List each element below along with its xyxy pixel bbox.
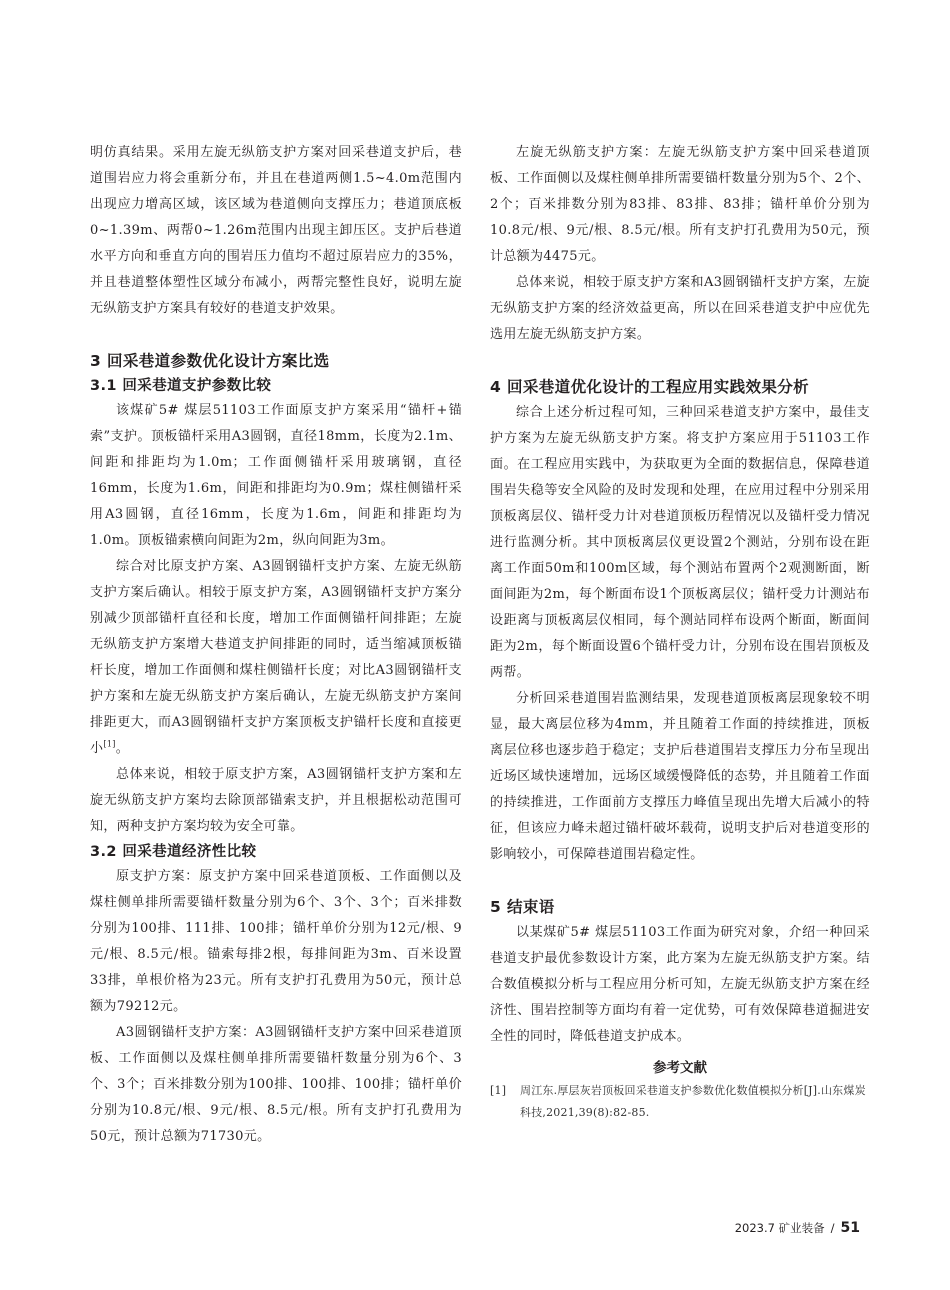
paragraph-3-1-a: 该煤矿5# 煤层51103工作面原支护方案采用“锚杆+锚索”支护。顶板锚杆采用A3圆钢，直径18mm，长度为2.1m、间距和排距均为1.0m；工作面侧锚杆采用玻璃钢，直径16mm，长度为1.6m，间距和排距均为0.9m；煤柱侧锚杆采用A3圆钢，直径16mm，长度为1.6m，间距和排距均为1.0m。顶板锚索横向间距为2m，纵向间距为3m。 [90,403,462,548]
references-title: 参考文献 [653,1060,707,1076]
paragraph-3-1-b [90,554,462,762]
section-3-2-heading: 3.2 回采巷道经济性比较 [90,844,257,860]
paragraph-summary: 总体来说，相较于原支护方案和A3圆钢锚杆支护方案，左旋无纵筋支护方案的经济效益更高，所以在回采巷道支护中应优先选用左旋无纵筋支护方案。 [490,275,870,342]
section-4-heading: 4 回采巷道优化设计的工程应用实践效果分析 [490,378,810,396]
paragraph-3-2-a: 原支护方案：原支护方案中回采巷道顶板、工作面侧以及煤柱侧单排所需要锚杆数量分别为6个、3个、3个；百米排数分别为100排、111排、100排；锚杆单价分别为12元/根、9元/根、8.5元/根。锚索每排2根，每排间距为3m、百米设置33排，单根价格为23元。所有支护打孔费用为50元，预计总额为79212元。 [90,869,462,1014]
page-footer [735,1220,860,1236]
paragraph-3-1-b-end: 。 [115,741,130,756]
page-number: 51 [840,1220,860,1236]
paragraph-3-2-b: A3圆钢锚杆支护方案：A3圆钢锚杆支护方案中回采巷道顶板、工作面侧以及煤柱侧单排所需要锚杆数量分别为6个、3个、3个；百米排数分别为100排、100排、100排；锚杆单价分别为10.8元/根、9元/根、8.5元/根。所有支护打孔费用为50元，预计总额为71730元。 [90,1025,462,1144]
reference-text: 周江东.厚层灰岩顶板回采巷道支护参数优化数值模拟分析[J].山东煤炭科技,2021,39(8):82-85. [520,1084,866,1119]
paragraph-3-1-c: 总体来说，相较于原支护方案，A3圆钢锚杆支护方案和左旋无纵筋支护方案均去除顶部锚索支护，并且根据松动范围可知，两种支护方案均较为安全可靠。 [90,767,462,834]
paragraph-intro: 明仿真结果。采用左旋无纵筋支护方案对回采巷道支护后，巷道围岩应力将会重新分布，并且在巷道两侧1.5~4.0m范围内出现应力增高区域，该区域为巷道侧向支撑压力；巷道顶底板0~1.39m、两帮0~1.26m范围内出现主卸压区。支护后巷道水平方向和垂直方向的围岩压力值均不超过原岩应力的35%，并且巷道整体塑性区域分布减小，两帮完整性良好，说明左旋无纵筋支护方案具有较好的巷道支护效果。 [90,145,462,316]
footer-separator: / [830,1221,835,1235]
paragraph-5: 以某煤矿5# 煤层51103工作面为研究对象，介绍一种回采巷道支护最优参数设计方案，此方案为左旋无纵筋支护方案。结合数值模拟分析与工程应用分析可知，左旋无纵筋支护方案在经济性、围岩控制等方面均有着一定优势，可有效保障巷道掘进安全性的同时，降低巷道支护成本。 [490,925,870,1044]
section-3-1-heading: 3.1 回采巷道支护参数比较 [90,378,272,394]
paragraph-4-b: 分析回采巷道围岩监测结果，发现巷道顶板离层现象较不明显，最大离层位移为4mm，并且随着工作面的持续推进，顶板离层位移也逐步趋于稳定；支护后巷道围岩支撑压力分布呈现出近场区域快速增加，远场区域缓慢降低的态势，并且随着工作面的持续推进，工作面前方支撑压力峰值呈现出先增大后减小的特征，但该应力峰未超过锚杆破坏载荷，说明支护后对巷道变形的影响较小，可保障巷道围岩稳定性。 [490,691,870,862]
reference-number: [1] [490,1084,507,1097]
footer-issue: 2023.7 矿业装备 [734,1221,825,1235]
paragraph-3-1-b-text: 综合对比原支护方案、A3圆钢锚杆支护方案、左旋无纵筋支护方案后确认。相较于原支护方案，A3圆钢锚杆支护方案分别减少顶部锚杆直径和长度，增加工作面侧锚杆间排距；左旋无纵筋支护方案增大巷道支护间排距的同时，适当缩减顶板锚杆长度，增加工作面侧和煤柱侧锚杆长度；对比A3圆钢锚杆支护方案和左旋无纵筋支护方案后确认，左旋无纵筋支护方案间排距更大，而A3圆钢锚杆支护方案顶板支护锚杆长度和直接更小 [90,559,462,756]
paragraph-4-a: 综合上述分析过程可知，三种回采巷道支护方案中，最佳支护方案为左旋无纵筋支护方案。将支护方案应用于51103工作面。在工程应用实践中，为获取更为全面的数据信息，保障巷道围岩失稳等安全风险的及时发现和处理，在应用过程中分别采用顶板离层仪、锚杆受力计对巷道顶板历程情况以及锚杆受力情况进行监测分析。其中顶板离层仪更设置2个测站，分别布设在距离工作面50m和100m区域，每个测站布置两个2观测断面，断面间距为2m，每个断面布设1个顶板离层仪；锚杆受力计测站布设距离与顶板离层仪相同，每个测站同样布设两个断面，断面间距为2m，每个断面设置6个锚杆受力计，分别布设在围岩顶板及两帮。 [490,405,870,680]
reference-item [490,1080,870,1124]
citation-1[interactable]: [1] [103,739,116,749]
right-column [490,140,870,1124]
left-column [90,140,462,1150]
paragraph-left-scheme: 左旋无纵筋支护方案：左旋无纵筋支护方案中回采巷道顶板、工作面侧以及煤柱侧单排所需要锚杆数量分别为5个、2个、2个；百米排数分别为83排、83排、83排；锚杆单价分别为10.8元/根、9元/根、8.5元/根。所有支护打孔费用为50元，预计总额为4475元。 [490,145,870,264]
section-5-heading: 5 结束语 [490,898,555,916]
section-3-heading: 3 回采巷道参数优化设计方案比选 [90,352,330,370]
